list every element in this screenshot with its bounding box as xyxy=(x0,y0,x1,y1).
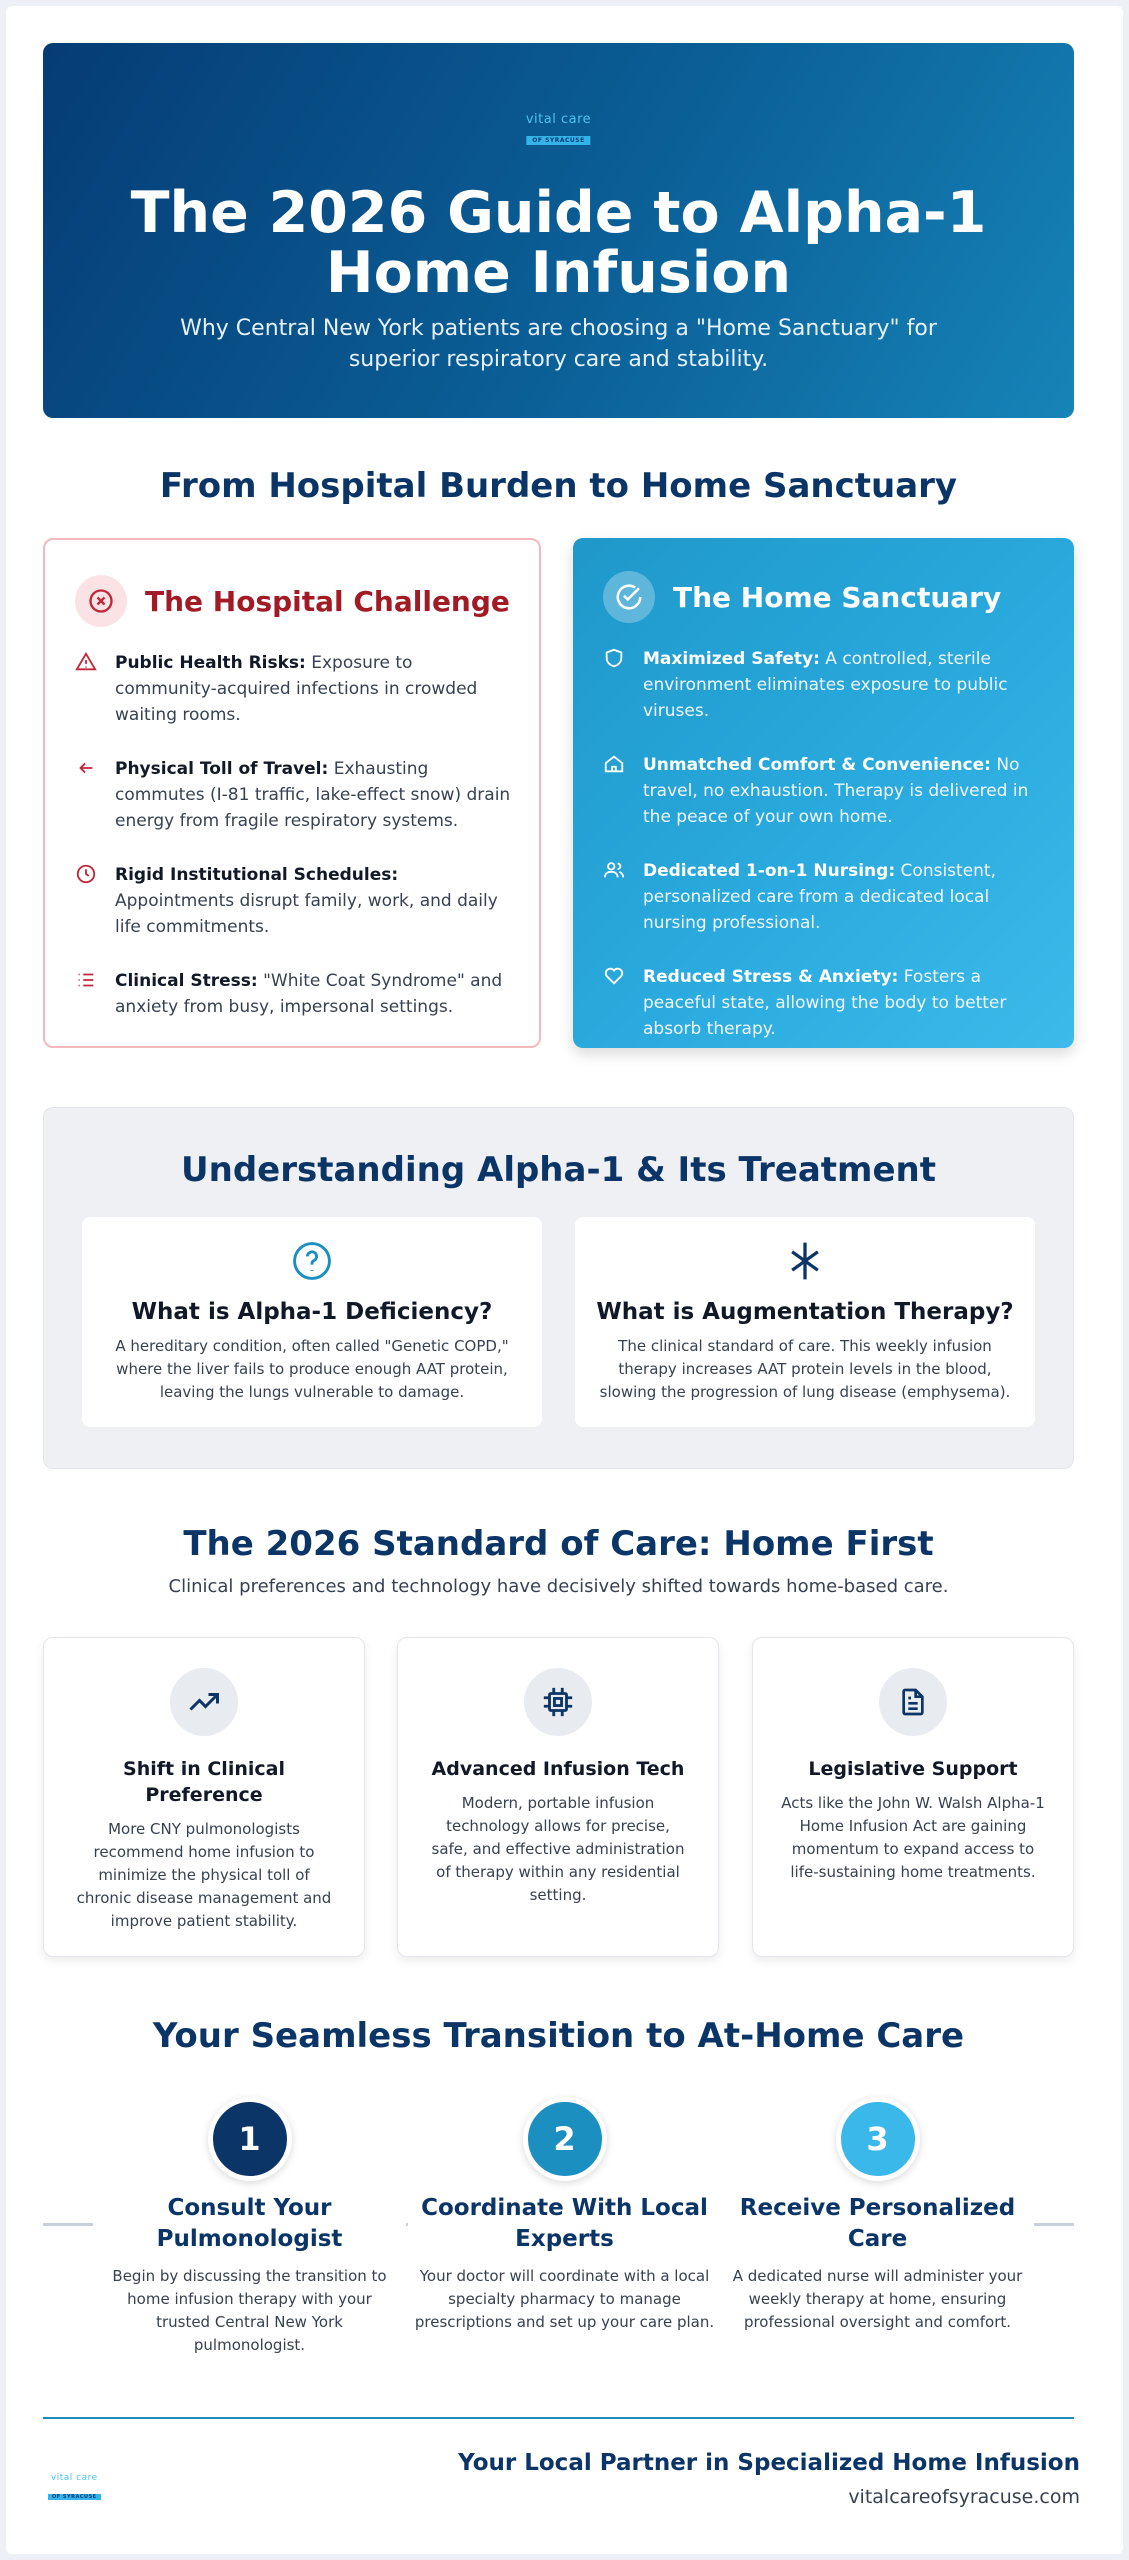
list-item xyxy=(603,646,1046,724)
step-3 xyxy=(721,2097,1034,2334)
item-text: Fosters a peaceful state, allowing the body to better absorb therapy. xyxy=(643,967,1007,1039)
home-sanctuary-card xyxy=(573,538,1074,1048)
item-heading: Clinical Stress: xyxy=(115,971,258,991)
clock-icon xyxy=(75,863,101,889)
item-text: Exposure to community-acquired infections in crowded waiting rooms. xyxy=(115,653,478,725)
hero-subtitle: Why Central New York patients are choosing a "Home Sanctuary" for superior respiratory care and stability. xyxy=(180,316,937,372)
item-heading: Reduced Stress & Anxiety: xyxy=(643,967,899,987)
users-icon xyxy=(603,859,629,885)
x-circle-icon xyxy=(75,575,127,627)
infusion-tech-card xyxy=(397,1637,719,1957)
list-item xyxy=(603,858,1046,936)
list-item xyxy=(75,650,511,728)
card-text: Modern, portable infusion technology allows for precise, safe, and effective administration of therapy within any residential setting. xyxy=(431,1794,685,1904)
item-heading: Physical Toll of Travel: xyxy=(115,759,329,779)
step-title: Consult Your Pulmonologist xyxy=(93,2193,406,2255)
legislative-support-card xyxy=(752,1637,1074,1957)
trending-up-icon xyxy=(170,1668,238,1736)
understanding-section xyxy=(43,1107,1074,1469)
shield-icon xyxy=(603,647,629,673)
transition-title: Your Seamless Transition to At-Home Care xyxy=(152,2016,965,2056)
step-number: 1 xyxy=(208,2097,292,2181)
document-icon xyxy=(879,1668,947,1736)
list-item xyxy=(75,756,511,834)
item-heading: Public Health Risks: xyxy=(115,653,306,673)
step-text: Your doctor will coordinate with a local specialty pharmacy to manage prescriptions and set up your care plan. xyxy=(414,2267,715,2331)
home-card-title: The Home Sanctuary xyxy=(673,580,1002,614)
footer-url[interactable]: vitalcareofsyracuse.com xyxy=(848,2486,1080,2508)
item-heading: Dedicated 1-on-1 Nursing: xyxy=(643,861,896,881)
step-text: Begin by discussing the transition to home infusion therapy with your trusted Central New York pulmonologist. xyxy=(112,2267,387,2354)
logo-tag: OF SYRACUSE xyxy=(48,2494,101,2500)
logo-tag: OF SYRACUSE xyxy=(526,136,590,145)
hero-title: The 2026 Guide to Alpha-1 Home Infusion xyxy=(130,180,987,306)
list-item xyxy=(75,968,511,1020)
item-text: Exhausting commutes (I-81 traffic, lake-effect snow) drain energy from fragile respiratory systems. xyxy=(115,759,511,831)
card-title: Advanced Infusion Tech xyxy=(431,1758,685,1780)
clinical-preference-card xyxy=(43,1637,365,1957)
card-title: What is Alpha-1 Deficiency? xyxy=(131,1299,493,1325)
item-heading: Rigid Institutional Schedules: xyxy=(115,865,399,885)
item-text: Consistent, personalized care from a dedicated local nursing professional. xyxy=(643,861,996,933)
arrow-left-icon xyxy=(75,757,101,783)
asterisk-icon xyxy=(575,1239,1035,1287)
question-circle-icon xyxy=(82,1239,542,1287)
card-text: A hereditary condition, often called "Genetic COPD," where the liver fails to produce enough AAT protein, leaving the lungs vulnerable to damage. xyxy=(115,1337,509,1401)
card-title: What is Augmentation Therapy? xyxy=(596,1299,1014,1325)
card-text: Acts like the John W. Walsh Alpha-1 Home Infusion Act are gaining momentum to expand access to life-sustaining home treatments. xyxy=(781,1794,1045,1881)
item-text: Appointments disrupt family, work, and daily life commitments. xyxy=(115,891,498,937)
item-heading: Unmatched Comfort & Convenience: xyxy=(643,755,991,775)
list-icon xyxy=(75,969,101,995)
logo xyxy=(526,113,591,146)
item-text: No travel, no exhaustion. Therapy is delivered in the peace of your own home. xyxy=(643,755,1029,827)
card-text: More CNY pulmonologists recommend home infusion to minimize the physical toll of chronic disease management and improve patient stability. xyxy=(76,1820,332,1930)
step-number: 2 xyxy=(523,2097,607,2181)
step-number: 3 xyxy=(836,2097,920,2181)
hospital-challenge-card xyxy=(43,538,541,1048)
hero-banner xyxy=(43,43,1074,418)
chip-icon xyxy=(524,1668,592,1736)
heart-icon xyxy=(603,965,629,991)
card-title: Legislative Support xyxy=(808,1758,1018,1780)
warning-icon xyxy=(75,651,101,677)
card-text: The clinical standard of care. This weekly infusion therapy increases AAT protein levels in the blood, slowing the progression of lung disease (emphysema). xyxy=(599,1337,1011,1401)
logo-name: vital care xyxy=(525,112,592,127)
understanding-title: Understanding Alpha-1 & Its Treatment xyxy=(181,1150,936,1190)
footer-divider xyxy=(43,2417,1074,2419)
footer-logo xyxy=(48,2473,101,2502)
augmentation-therapy-card xyxy=(575,1217,1035,1427)
footer-tagline: Your Local Partner in Specialized Home Infusion xyxy=(458,2450,1080,2476)
list-item xyxy=(603,964,1046,1042)
item-text: A controlled, sterile environment eliminates exposure to public viruses. xyxy=(643,649,1008,721)
item-heading: Maximized Safety: xyxy=(643,649,820,669)
home-icon xyxy=(603,753,629,779)
list-item xyxy=(75,862,511,940)
check-circle-icon xyxy=(603,571,655,623)
alpha1-definition-card xyxy=(82,1217,542,1427)
logo-name: vital care xyxy=(50,2473,98,2483)
standard-subtitle: Clinical preferences and technology have decisively shifted towards home-based care. xyxy=(168,1576,949,1597)
step-title: Coordinate With Local Experts xyxy=(408,2193,721,2255)
list-item xyxy=(603,752,1046,830)
step-2 xyxy=(408,2097,721,2334)
step-title: Receive Personalized Care xyxy=(721,2193,1034,2255)
item-text: "White Coat Syndrome" and anxiety from busy, impersonal settings. xyxy=(115,971,503,1017)
step-1 xyxy=(93,2097,406,2357)
standard-title: The 2026 Standard of Care: Home First xyxy=(183,1524,934,1564)
card-title: Shift in Clinical Preference xyxy=(123,1758,285,1806)
step-text: A dedicated nurse will administer your weekly therapy at home, ensuring professional oversight and comfort. xyxy=(732,2267,1023,2331)
comparison-title: From Hospital Burden to Home Sanctuary xyxy=(159,466,958,506)
hospital-card-title: The Hospital Challenge xyxy=(145,584,510,618)
